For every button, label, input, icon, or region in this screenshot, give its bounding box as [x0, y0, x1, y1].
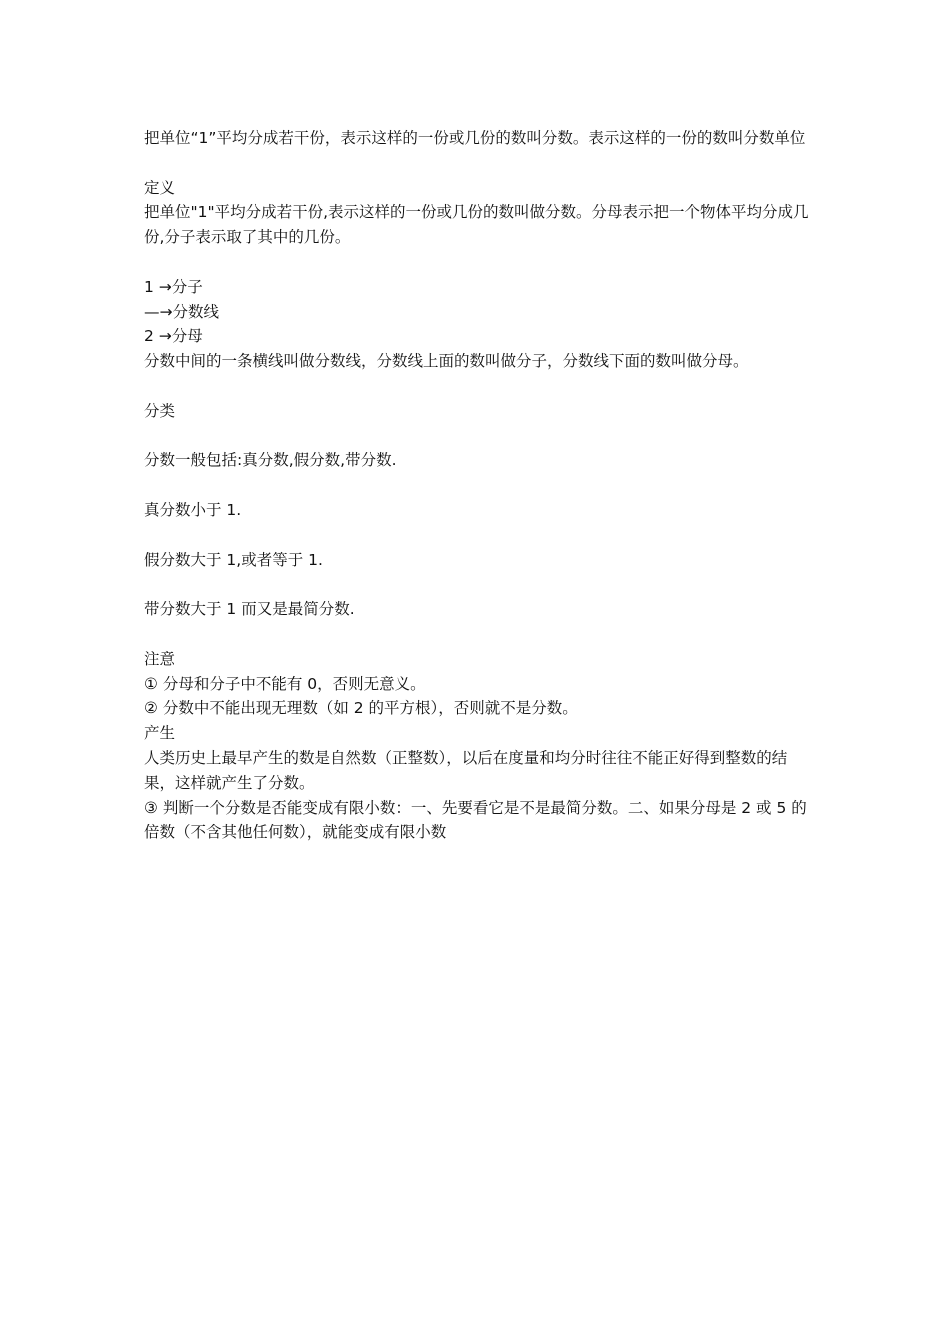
- notes-heading: 注意: [144, 649, 176, 668]
- improper-fraction-rule: 假分数大于 1,或者等于 1.: [144, 550, 323, 569]
- spacer: [144, 473, 810, 498]
- spacer: [144, 151, 810, 176]
- note-2: ② 分数中不能出现无理数（如 2 的平方根），否则就不是分数。: [144, 699, 578, 718]
- intro-paragraph: 把单位“1”平均分成若干份，表示这样的一份或几份的数叫分数。表示这样的一份的数叫分数单位: [144, 129, 806, 147]
- parts-explanation: 分数中间的一条横线叫做分数线，分数线上面的数叫做分子，分数线下面的数叫做分母。: [144, 352, 749, 371]
- definition-heading: 定义: [144, 178, 176, 197]
- proper-fraction-rule: 真分数小于 1.: [144, 500, 242, 519]
- document-body: [144, 126, 810, 845]
- definition-paragraph: 把单位"1"平均分成若干份,表示这样的一份或几份的数叫做分数。分母表示把一个物体平均分成几份,分子表示取了其中的几份。: [144, 203, 809, 247]
- origin-paragraph: 人类历史上最早产生的数是自然数（正整数），以后在度量和均分时往往不能正好得到整数的结果，这样就产生了分数。: [144, 748, 788, 792]
- mixed-number-rule: 带分数大于 1 而又是最简分数.: [144, 600, 355, 619]
- spacer: [144, 523, 810, 548]
- spacer: [144, 424, 810, 449]
- spacer: [144, 374, 810, 399]
- part-numerator: 1 →分子: [144, 277, 203, 296]
- classification-general: 分数一般包括:真分数,假分数,带分数.: [144, 451, 397, 470]
- classification-heading: 分类: [144, 401, 176, 420]
- note-3: ③ 判断一个分数是否能变成有限小数：一、先要看它是不是最简分数。二、如果分母是 2 或 5 的倍数（不含其他任何数），就能变成有限小数: [144, 798, 807, 842]
- spacer: [144, 622, 810, 647]
- note-1: ① 分母和分子中不能有 0，否则无意义。: [144, 674, 426, 693]
- spacer: [144, 250, 810, 275]
- spacer: [144, 572, 810, 597]
- origin-heading: 产生: [144, 724, 176, 743]
- part-denominator: 2 →分母: [144, 327, 203, 346]
- part-fraction-bar: —→分数线: [144, 302, 219, 321]
